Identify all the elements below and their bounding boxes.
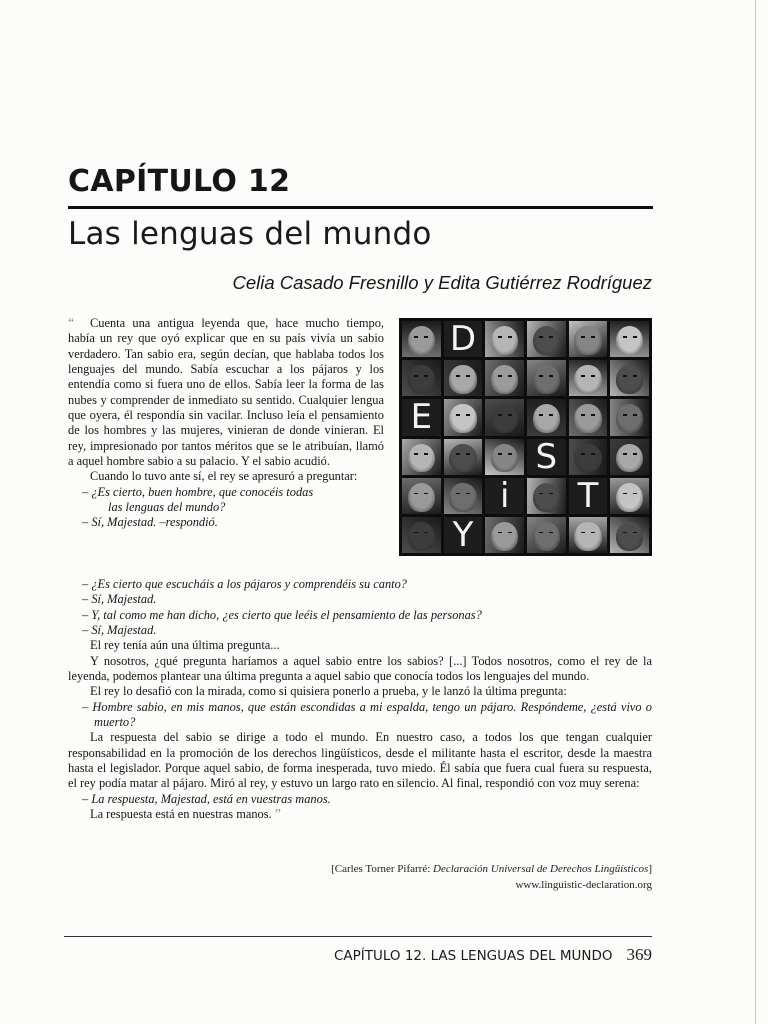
portrait-face [408, 444, 435, 473]
portrait-face [491, 404, 518, 433]
portrait-eyes [623, 375, 637, 377]
portrait-face [574, 444, 601, 473]
dialogue-dash: – [82, 577, 89, 591]
portrait-face [449, 483, 476, 512]
dialogue-dash: – [82, 592, 89, 607]
portrait-tile [569, 321, 608, 357]
dialogue-line [68, 608, 652, 623]
portrait-eyes [581, 532, 595, 534]
dialogue-text: ¿Es cierto, buen hombre, que conocéis todas [91, 484, 314, 499]
portrait-face [491, 444, 518, 473]
portrait-tile [527, 478, 566, 514]
portrait-face [533, 483, 560, 512]
collage-letter-tile: i [485, 478, 524, 514]
dialogue-line [68, 592, 652, 607]
dialogue-dash: – [82, 484, 89, 499]
portrait-eyes [623, 532, 637, 534]
portrait-tile [569, 439, 608, 475]
portrait-eyes [456, 375, 470, 377]
portrait-eyes [414, 375, 428, 377]
portrait-eyes [581, 453, 595, 455]
portrait-letter-collage [399, 318, 652, 556]
portrait-eyes [498, 453, 512, 455]
portrait-tile [402, 360, 441, 396]
portrait-tile [527, 321, 566, 357]
portrait-tile [610, 517, 649, 553]
portrait-face [491, 522, 518, 551]
dialogue-line [68, 700, 652, 731]
portrait-eyes [456, 493, 470, 495]
portrait-face [574, 522, 601, 551]
portrait-tile [485, 399, 524, 435]
portrait-eyes [414, 493, 428, 495]
collage-letter-tile: Y [444, 517, 483, 553]
portrait-tile [527, 517, 566, 553]
portrait-eyes [414, 453, 428, 455]
intro-column [68, 316, 384, 531]
body-paragraph: El rey lo desafió con la mirada, como si quisiera ponerlo a prueba, y le lanzó la última pregunta: [90, 684, 567, 699]
dialogue-dash: – [82, 623, 89, 638]
footer-rule [64, 936, 652, 937]
dialogue-dash: – [82, 607, 89, 622]
portrait-tile [485, 321, 524, 357]
portrait-eyes [539, 375, 553, 377]
portrait-tile [569, 360, 608, 396]
intro-text-1: Cuenta una antigua leyenda que, hace mucho tiempo, había un rey que oyó explicar que en su país vivía un sabio verdadero. Tan sabio era, según decían, que hablaba todos los lenguajes del mundo. Sabía escuchar a los pájaros y los entendía como si fuera uno de ellos. Sabía leer la forma de las nubes y comprender de inmediato su sentido. Cualquier lengua que oyera, él respondía sin vacilar. Incluso leía el pensamiento de los hombres y las mujeres, vinieran de donde vinieran. El rey, impresionado por tantos méritos que se le atribuían, llamó a aquel hombre sabio a su palacio. Y el sabio acudió. [68, 316, 384, 469]
dialogue-text: La respuesta, Majestad, está en vuestras manos. [91, 791, 331, 806]
open-quote-mark: “ [68, 316, 73, 331]
source-citation [300, 861, 652, 893]
portrait-face [491, 326, 518, 355]
portrait-tile [444, 399, 483, 435]
portrait-tile [402, 517, 441, 553]
portrait-face [408, 326, 435, 355]
portrait-eyes [414, 532, 428, 534]
portrait-tile [527, 399, 566, 435]
portrait-face [616, 326, 643, 355]
title-rule [68, 206, 653, 209]
portrait-tile [610, 399, 649, 435]
dialogue-line [68, 623, 652, 638]
portrait-face [574, 365, 601, 394]
portrait-tile [569, 399, 608, 435]
portrait-eyes [498, 336, 512, 338]
portrait-eyes [623, 414, 637, 416]
portrait-eyes [623, 493, 637, 495]
portrait-face [533, 365, 560, 394]
citation-author: [Carles Torner Pifarré: [331, 863, 434, 875]
dialogue-line: las lenguas del mundo? [108, 500, 226, 515]
dialogue-text: Y, tal como me han dicho, ¿es cierto que leéis el pensamiento de las personas? [91, 607, 482, 622]
portrait-eyes [581, 414, 595, 416]
citation-work: Declaración Universal de Derechos Lingüísticos [433, 863, 649, 875]
portrait-eyes [539, 414, 553, 416]
portrait-face [408, 365, 435, 394]
portrait-face [408, 483, 435, 512]
dialogue-dash: – [82, 515, 89, 530]
portrait-tile [485, 517, 524, 553]
portrait-eyes [581, 375, 595, 377]
portrait-eyes [414, 336, 428, 338]
portrait-face [533, 404, 560, 433]
portrait-face [408, 522, 435, 551]
dialogue-line [68, 792, 652, 807]
portrait-tile [485, 439, 524, 475]
portrait-tile [402, 478, 441, 514]
portrait-face [616, 444, 643, 473]
body-paragraph: El rey tenía aún una última pregunta... [90, 638, 280, 653]
portrait-tile [610, 439, 649, 475]
portrait-face [491, 365, 518, 394]
portrait-face [574, 404, 601, 433]
portrait-eyes [581, 336, 595, 338]
dialogue-dash: – [82, 791, 89, 806]
portrait-tile [569, 517, 608, 553]
chapter-authors: Celia Casado Fresnillo y Edita Gutiérrez Rodríguez [232, 272, 652, 293]
portrait-eyes [498, 414, 512, 416]
close-quote-mark: ” [274, 807, 279, 823]
portrait-face [616, 404, 643, 433]
dialogue-text: Sí, Majestad. [91, 623, 157, 638]
running-head: CAPÍTULO 12. LAS LENGUAS DEL MUNDO [333, 948, 613, 964]
portrait-eyes [539, 532, 553, 534]
dialogue-text: Hombre sabio, en mis manos, que están escondidas a mi espalda, tengo un pájaro. Respóndeme, ¿está vivo o muerto? [92, 699, 652, 730]
portrait-tile [610, 360, 649, 396]
dialogue-line [68, 515, 384, 530]
page-footer [200, 945, 652, 965]
portrait-tile [610, 478, 649, 514]
portrait-eyes [498, 375, 512, 377]
closing-text: La respuesta está en nuestras manos. [90, 807, 272, 822]
portrait-tile [610, 321, 649, 357]
portrait-tile [402, 439, 441, 475]
portrait-eyes [623, 453, 637, 455]
scan-edge [755, 0, 756, 1024]
dialogue-line [68, 577, 652, 592]
portrait-tile [485, 360, 524, 396]
portrait-eyes [498, 532, 512, 534]
portrait-eyes [623, 336, 637, 338]
closing-line [68, 807, 652, 822]
intro-paragraph-1 [68, 316, 384, 469]
portrait-tile [402, 321, 441, 357]
portrait-face [616, 522, 643, 551]
body-paragraph: Y nosotros, ¿qué pregunta haríamos a aquel sabio entre los sabios? [...] Todos nosotros, como el rey de la leyenda, podemos plantear una última pregunta a aquel sabio que conocía todos los lenguajes del mundo. [68, 653, 652, 684]
portrait-tile [444, 439, 483, 475]
portrait-face [449, 404, 476, 433]
collage-letter-tile: T [569, 478, 608, 514]
dialogue-text: Sí, Majestad. –respondió. [91, 515, 218, 530]
dialogue-line [68, 485, 384, 500]
portrait-eyes [539, 493, 553, 495]
portrait-eyes [456, 414, 470, 416]
portrait-face [533, 522, 560, 551]
chapter-label: CAPÍTULO 12 [68, 164, 291, 199]
main-text-column [68, 577, 652, 823]
portrait-face [533, 326, 560, 355]
portrait-face [449, 365, 476, 394]
portrait-face [574, 326, 601, 355]
collage-letter-tile: S [527, 439, 566, 475]
portrait-face [616, 365, 643, 394]
dialogue-text: Sí, Majestad. [91, 592, 157, 607]
page-number: 369 [626, 945, 652, 964]
collage-letter-tile: D [444, 321, 483, 357]
portrait-eyes [539, 336, 553, 338]
portrait-eyes [456, 453, 470, 455]
body-paragraph: La respuesta del sabio se dirige a todo el mundo. En nuestro caso, a todos los que tengan cualquier responsabilidad en la promoción de los derechos lingüísticos, desde el militante hasta el escritor, desde la maestra hasta el legislador. Porque aquel sabio, de forma inesperada, tuvo miedo. Él sabía que fuera cual fuera su respuesta, el rey podía matar al pájaro. Miró al rey, y estuvo un largo rato en silencio. Al final, respondió con voz muy serena: [68, 730, 652, 791]
dialogue-dash: – [82, 699, 89, 714]
intro-paragraph-2: Cuando lo tuvo ante sí, el rey se apresuró a preguntar: [90, 469, 358, 484]
portrait-tile [444, 478, 483, 514]
portrait-tile [527, 360, 566, 396]
collage-letter-tile: E [402, 399, 441, 435]
dialogue-text: ¿Es cierto que escucháis a los pájaros y comprendéis su canto? [91, 577, 407, 591]
portrait-face [616, 483, 643, 512]
citation-url: ] www.linguistic-declaration.org [515, 863, 652, 891]
portrait-tile [444, 360, 483, 396]
portrait-face [449, 444, 476, 473]
chapter-title: Las lenguas del mundo [68, 216, 432, 252]
